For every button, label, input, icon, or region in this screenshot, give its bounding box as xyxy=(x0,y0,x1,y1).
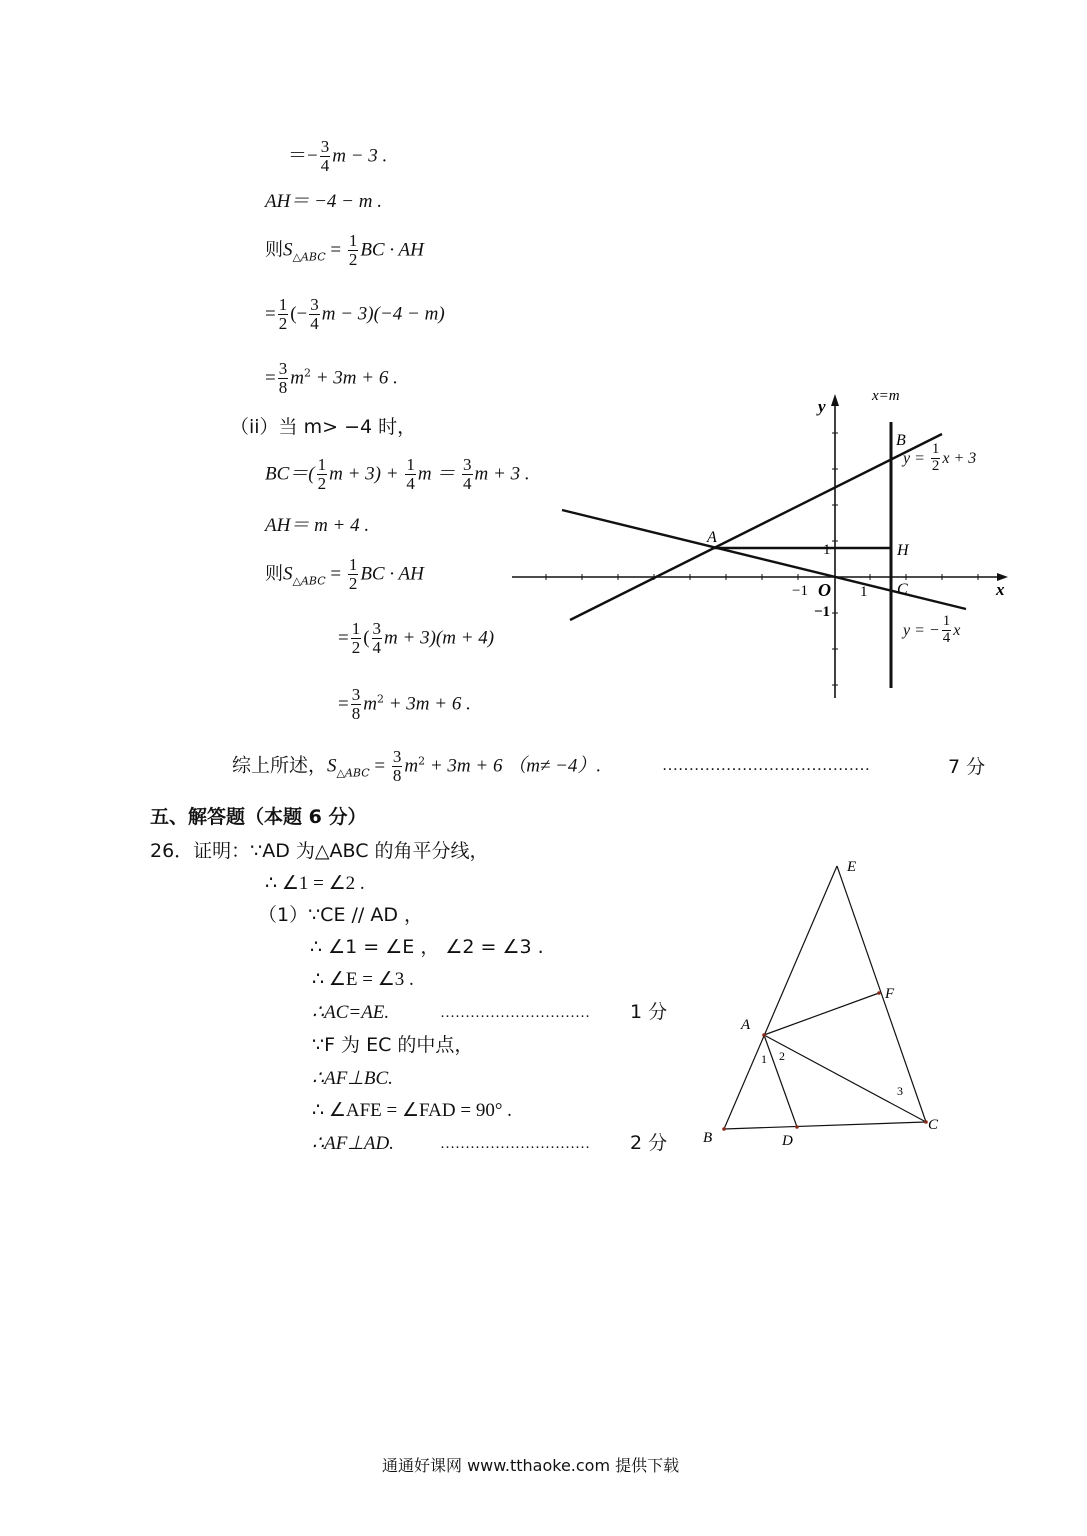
area-sub: △ABC xyxy=(292,250,326,264)
section-heading: 五、解答题（本题 6 分） xyxy=(150,806,367,828)
y-arrow-icon xyxy=(831,394,839,406)
line-5 xyxy=(265,360,398,397)
eq-sign: = xyxy=(265,367,276,389)
frac-num: 1 xyxy=(931,441,940,457)
segment-AC xyxy=(764,1035,926,1122)
frac-num: 1 xyxy=(406,455,415,474)
line-3 xyxy=(265,232,424,269)
step-9: ∴AF⊥AD. xyxy=(312,1133,394,1154)
tick-label-y-neg1: −1 xyxy=(814,604,831,620)
vertex-E-label: E xyxy=(847,859,857,875)
superscript: 2 xyxy=(376,692,384,706)
eq-sign: = xyxy=(325,563,346,585)
xm-label: x=m xyxy=(872,388,900,404)
expr: ( xyxy=(363,627,370,649)
frac-num: 1 xyxy=(348,555,358,574)
expr: + 3m + 6 （m≠ −4）. xyxy=(425,755,602,777)
area-S: S xyxy=(283,239,293,261)
frac-num: 3 xyxy=(392,747,402,766)
fraction xyxy=(320,138,331,175)
eq-lower-label xyxy=(903,614,960,647)
tick-label-x-neg1: −1 xyxy=(792,583,808,599)
frac-den: 4 xyxy=(406,473,415,493)
angle-3-label: 3 xyxy=(897,1084,903,1098)
point-A-label: A xyxy=(707,529,717,546)
line-upper xyxy=(570,434,942,620)
summary-dots: ………………………………… xyxy=(662,757,870,774)
fraction xyxy=(405,456,416,493)
line-6 xyxy=(265,456,530,493)
frac-num: 3 xyxy=(320,137,330,156)
expr: BC · AH xyxy=(360,239,424,261)
step-2: （1）∵CE // AD ， xyxy=(258,904,423,926)
expr: (− xyxy=(290,303,308,325)
y-label: y xyxy=(818,397,826,416)
frac-num: 3 xyxy=(463,455,472,474)
side-BC xyxy=(724,1122,926,1129)
expr: m + 3 . xyxy=(474,463,530,485)
frac-den: 8 xyxy=(278,377,288,397)
frac-den: 2 xyxy=(931,457,940,474)
expr: m − 3 . xyxy=(332,145,388,167)
vertex-F-label: F xyxy=(885,986,895,1002)
step-8: ∴ ∠AFE = ∠FAD = 90° . xyxy=(312,1100,512,1121)
side-BE xyxy=(724,866,837,1129)
fraction xyxy=(317,456,328,493)
area-sub: △ABC xyxy=(336,766,370,780)
area-sub: △ABC xyxy=(292,574,326,588)
eq-sign: = xyxy=(325,239,346,261)
frac-den: 2 xyxy=(348,249,358,269)
summary-score: 7 分 xyxy=(948,756,986,778)
eq-prefix: ＝− xyxy=(288,145,318,167)
frac-num: 1 xyxy=(278,295,288,314)
frac-den: 2 xyxy=(348,573,358,593)
fraction xyxy=(462,456,473,493)
expr: m + 3) + xyxy=(329,463,404,485)
ze-char: 则 xyxy=(265,563,283,585)
vertex-C-label: C xyxy=(928,1117,939,1133)
fraction xyxy=(931,442,941,475)
fraction xyxy=(278,296,289,333)
eq-rest: x xyxy=(953,621,961,639)
eq-sign: = xyxy=(338,693,349,715)
line-10 xyxy=(338,686,471,723)
step-5-score: 1 分 xyxy=(630,1001,668,1023)
frac-den: 2 xyxy=(351,637,361,657)
line-1 xyxy=(288,138,387,175)
area-S: S xyxy=(327,755,337,777)
tick-label-x-1: 1 xyxy=(860,584,868,600)
vertex-D-label: D xyxy=(782,1133,793,1149)
fraction xyxy=(392,748,403,785)
frac-den: 8 xyxy=(392,765,402,785)
frac-num: 1 xyxy=(317,455,327,474)
frac-num: 3 xyxy=(372,619,382,638)
eq-pre: y = xyxy=(903,449,929,467)
footer: 通通好课网 www.tthaoke.com 提供下载 xyxy=(382,1456,680,1475)
eq-pre: y = − xyxy=(903,621,940,639)
var-m: m xyxy=(363,693,377,715)
line-2: AH＝ −4 − m . xyxy=(265,191,382,212)
tick-label-y-1: 1 xyxy=(823,542,831,558)
var-m: m xyxy=(404,755,419,777)
fraction xyxy=(309,296,320,333)
segment-AF xyxy=(764,993,879,1035)
frac-den: 2 xyxy=(278,313,288,333)
frac-num: 3 xyxy=(278,359,288,378)
superscript: 2 xyxy=(303,366,311,380)
fraction xyxy=(278,360,289,397)
frac-den: 8 xyxy=(351,703,361,723)
step-1: ∴ ∠1 = ∠2 . xyxy=(265,873,365,894)
line-8 xyxy=(265,556,424,593)
step-5: ∴AC=AE. xyxy=(312,1002,390,1023)
step-5-dots: ………………………… xyxy=(440,1005,590,1021)
step-9-dots: ………………………… xyxy=(440,1136,590,1152)
frac-num: 3 xyxy=(310,295,319,314)
fraction xyxy=(351,686,362,723)
triangle-figure xyxy=(690,850,960,1160)
area-S: S xyxy=(283,563,293,585)
frac-den: 4 xyxy=(463,473,472,493)
point-C-label: C xyxy=(897,581,908,598)
fraction xyxy=(351,620,362,657)
fraction xyxy=(372,620,383,657)
eq-sign: = xyxy=(369,755,390,777)
vertex-B-label: B xyxy=(703,1130,713,1146)
frac-den: 4 xyxy=(310,313,319,333)
step-7: ∴AF⊥BC. xyxy=(312,1068,393,1089)
expr: BC＝( xyxy=(265,463,315,485)
frac-den: 4 xyxy=(942,629,951,646)
eq-sign: = xyxy=(265,303,276,325)
frac-den: 4 xyxy=(320,155,330,175)
coordinate-graph xyxy=(500,380,1040,710)
superscript: 2 xyxy=(418,754,426,768)
expr: m − 3)(−4 − m) xyxy=(321,303,445,325)
var-m: m xyxy=(290,367,304,389)
fraction xyxy=(348,556,359,593)
frac-num: 1 xyxy=(351,619,361,638)
origin-label: O xyxy=(818,580,831,600)
line-4 xyxy=(265,296,445,333)
summary-line xyxy=(232,748,601,785)
fraction xyxy=(348,232,359,269)
x-label: x xyxy=(996,580,1005,599)
step-6: ∵F 为 EC 的中点， xyxy=(312,1034,474,1056)
frac-den: 4 xyxy=(372,637,382,657)
angle-1-label: 1 xyxy=(761,1052,767,1066)
step-3: ∴ ∠1 = ∠E ， ∠2 = ∠3 . xyxy=(310,936,544,958)
step-9-score: 2 分 xyxy=(630,1132,668,1154)
step-4: ∴ ∠E = ∠3 . xyxy=(312,969,414,990)
point-H-label: H xyxy=(897,542,909,559)
side-EC xyxy=(837,866,926,1122)
frac-num: 1 xyxy=(348,231,358,250)
expr: m + 3)(m + 4) xyxy=(384,627,495,649)
line-9 xyxy=(338,620,494,657)
frac-num: 1 xyxy=(942,613,951,629)
eq-upper-label xyxy=(903,442,976,475)
point-B-label: B xyxy=(896,432,906,449)
eq-rest: x + 3 xyxy=(942,449,977,467)
fraction xyxy=(942,614,952,647)
expr: + 3m + 6 . xyxy=(310,367,398,389)
summary-prefix: 综上所述， xyxy=(232,754,328,777)
ze-char: 则 xyxy=(265,239,283,261)
vertex-A-label: A xyxy=(741,1017,751,1033)
angle-2-label: 2 xyxy=(779,1049,785,1063)
frac-num: 3 xyxy=(351,685,361,704)
eq-sign: = xyxy=(338,627,349,649)
case-ii: （ii）当 m> −4 时， xyxy=(230,416,417,438)
q26-intro: 26．证明：∵AD 为△ABC 的角平分线， xyxy=(150,840,489,862)
line-7: AH＝ m + 4 . xyxy=(265,515,370,536)
expr: + 3m + 6 . xyxy=(383,693,471,715)
frac-den: 2 xyxy=(317,473,327,493)
expr: m ＝ xyxy=(417,463,461,485)
expr: BC · AH xyxy=(360,563,424,585)
